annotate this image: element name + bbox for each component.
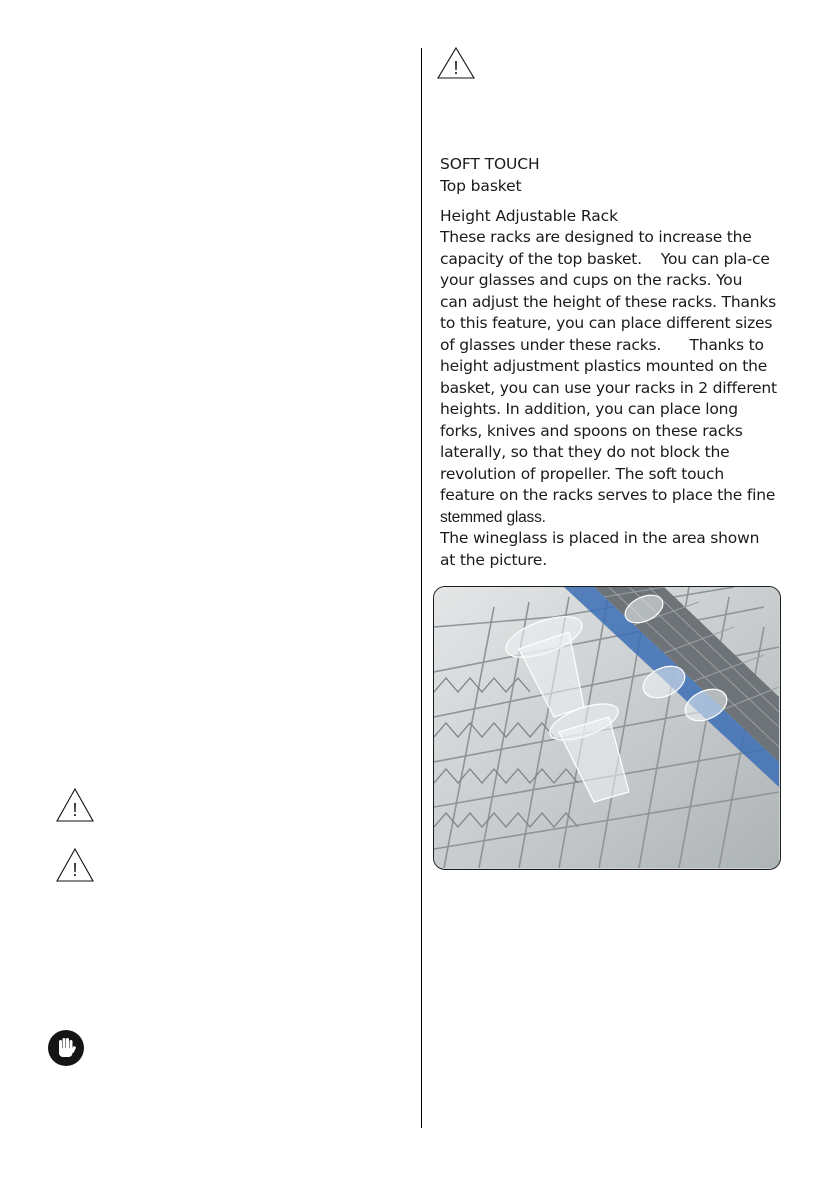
- paragraph-line: to this feature, you can place different sizes: [440, 314, 773, 332]
- paragraph-line: your glasses and cups on the racks. You: [440, 271, 743, 289]
- paragraph-line: heights. In addition, you can place long: [440, 400, 738, 418]
- rack-description: [440, 227, 780, 571]
- paragraph-line: laterally, so that they do not block the: [440, 443, 730, 461]
- paragraph-line: at the picture.: [440, 550, 547, 569]
- paragraph-line: can adjust the height of these racks. Thanks: [440, 292, 777, 311]
- paragraph-line: capacity of the top basket. You can pla-ce: [440, 249, 770, 268]
- paragraph-line: These racks are designed to increase the: [440, 228, 752, 246]
- paragraph-line: of glasses under these racks. Thanks to: [440, 335, 764, 354]
- paragraph-line: The wineglass is placed in the area shown: [440, 529, 760, 547]
- svg-text:!: !: [72, 860, 78, 880]
- paragraph-line: feature on the racks serves to place the fine: [440, 486, 776, 504]
- paragraph-line: forks, knives and spoons on these racks: [440, 421, 743, 440]
- paragraph-line: height adjustment plastics mounted on the: [440, 357, 768, 375]
- svg-text:!: !: [72, 800, 78, 820]
- heading-soft-touch: SOFT TOUCH: [440, 155, 540, 173]
- rack-photo: [433, 586, 781, 870]
- paragraph-line: stemmed glass.: [440, 508, 546, 526]
- column-divider: [421, 48, 422, 1128]
- warning-triangle-icon: [436, 46, 476, 80]
- warning-triangle-icon: [55, 787, 95, 823]
- paragraph-line: revolution of propeller. The soft touch: [440, 464, 724, 483]
- warning-triangle-icon: [55, 847, 95, 883]
- paragraph-line: basket, you can use your racks in 2 different: [440, 378, 777, 397]
- heading-top-basket: Top basket: [440, 177, 522, 195]
- stop-hand-icon: [48, 1030, 84, 1066]
- svg-text:!: !: [453, 58, 459, 78]
- heading-height-adjustable-rack: Height Adjustable Rack: [440, 207, 618, 225]
